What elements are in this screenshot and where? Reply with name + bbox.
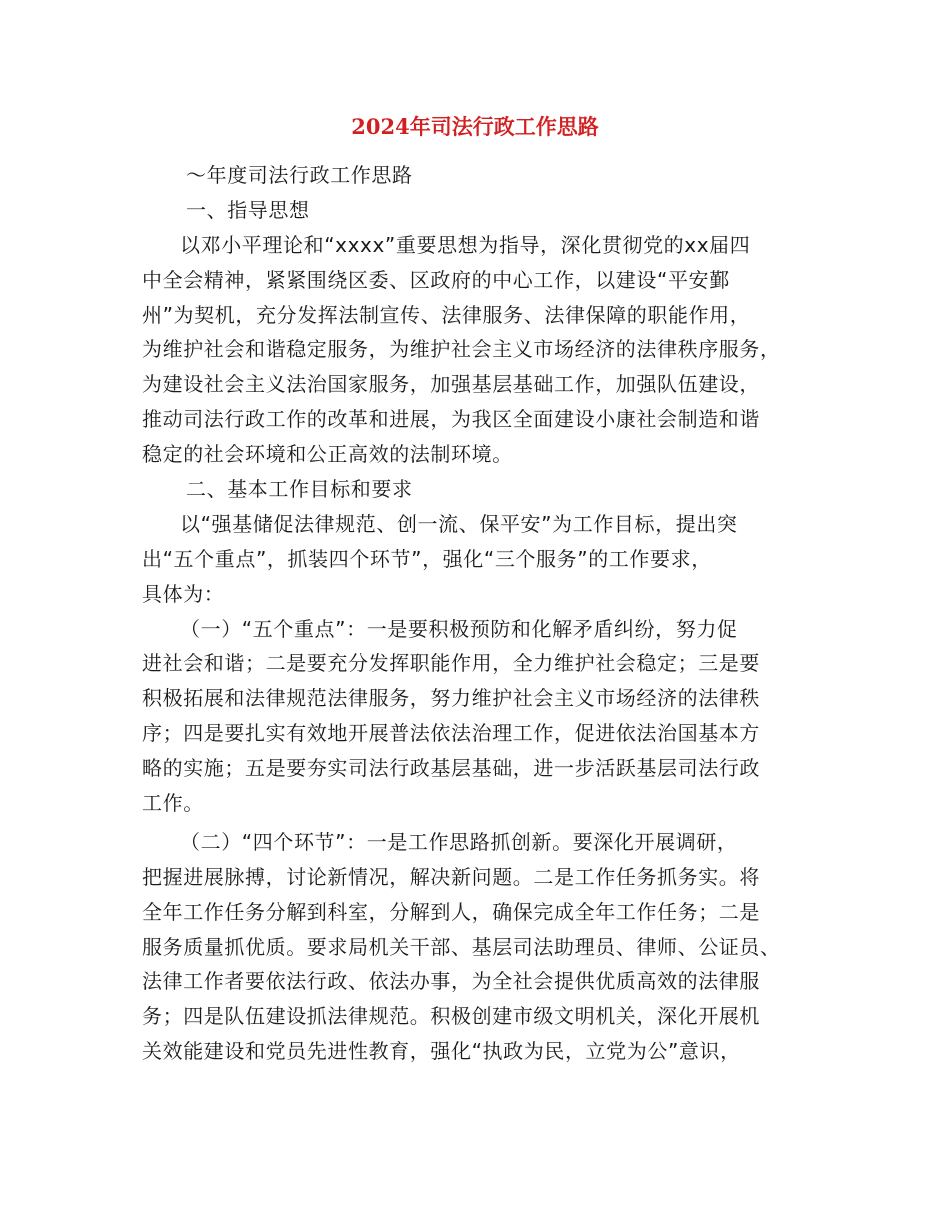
paragraph-line: 出“五个重点”，抓装四个环节”，强化“三个服务”的工作要求， — [142, 546, 712, 571]
section-heading-2: 二、基本工作目标和要求 — [186, 477, 413, 502]
paragraph-line: 序；四是要扎实有效地开展普法依法治理工作，促进依法治国基本方 — [142, 721, 760, 746]
paragraph-line: 进社会和谐；二是要充分发挥职能作用，全力维护社会稳定；三是要 — [142, 651, 760, 676]
section-heading-1: 一、指导思想 — [186, 197, 310, 222]
paragraph-line: 具体为： — [142, 581, 225, 606]
paragraph-line: 工作。 — [142, 791, 204, 816]
paragraph-line: 关效能建设和党员先进性教育，强化“执政为民，立党为公”意识， — [142, 1039, 741, 1064]
paragraph-line: （二）“四个环节”：一是工作思路抓创新。要深化开展调研， — [180, 829, 738, 854]
paragraph-line: 把握进展脉搏，讨论新情况，解决新问题。二是工作任务抓务实。将 — [142, 864, 760, 889]
paragraph-line: 全年工作任务分解到科室，分解到人，确保完成全年工作任务；二是 — [142, 899, 760, 924]
paragraph-line: 稳定的社会环境和公正高效的法制环境。 — [142, 442, 513, 467]
paragraph-line: （一）“五个重点”：一是要积极预防和化解矛盾纠纷，努力促 — [180, 616, 738, 641]
paragraph-line: 中全会精神，紧紧围绕区委、区政府的中心工作，以建设“平安鄞 — [142, 267, 730, 292]
paragraph-line: 州”为契机，充分发挥法制宣传、法律服务、法律保障的职能作用， — [142, 302, 751, 327]
paragraph-line: 推动司法行政工作的改革和进展，为我区全面建设小康社会制造和谐 — [142, 407, 760, 432]
paragraph-line: 积极拓展和法律规范法律服务，努力维护社会主义市场经济的法律秩 — [142, 686, 760, 711]
document-body — [142, 158, 810, 1069]
document-title: 2024年司法行政工作思路 — [351, 114, 599, 139]
paragraph-line: 为维护社会和谐稳定服务，为维护社会主义市场经济的法律秩序服务， — [142, 337, 781, 362]
paragraph-line: 以“强基储促法律规范、创一流、保平安”为工作目标，提出突 — [180, 511, 738, 536]
paragraph-line: 以邓小平理论和“xxxx”重要思想为指导，深化贯彻党的xx届四 — [180, 232, 751, 257]
paragraph-line: 务；四是队伍建设抓法律规范。积极创建市级文明机关，深化开展机 — [142, 1004, 760, 1029]
paragraph-line: 为建设社会主义法治国家服务，加强基层基础工作，加强队伍建设， — [142, 372, 760, 397]
paragraph-line: 略的实施；五是要夯实司法行政基层基础，进一步活跃基层司法行政 — [142, 756, 760, 781]
paragraph-line: 法律工作者要依法行政、依法办事，为全社会提供优质高效的法律服 — [142, 969, 760, 994]
paragraph-line: 服务质量抓优质。要求局机关干部、基层司法助理员、律师、公证员、 — [142, 934, 781, 959]
subtitle-line: ～年度司法行政工作思路 — [186, 163, 413, 187]
